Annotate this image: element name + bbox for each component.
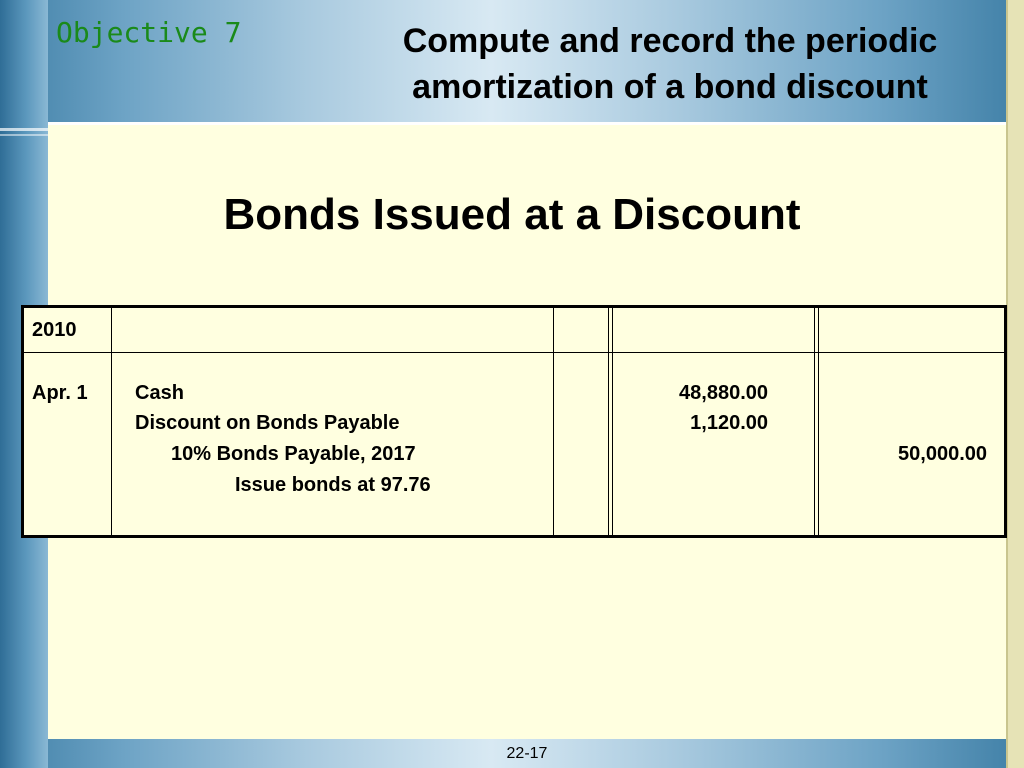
- debit-discount: 1,120.00: [690, 412, 768, 434]
- column-divider: [814, 308, 815, 535]
- column-divider: [612, 308, 613, 535]
- column-divider: [111, 308, 112, 535]
- debit-cash: 48,880.00: [679, 382, 768, 404]
- page-number: 22-17: [506, 745, 548, 762]
- objective-label: Objective 7: [56, 16, 242, 49]
- slide-title-line1: Compute and record the periodic: [402, 22, 938, 60]
- column-divider: [608, 308, 609, 535]
- slide-title: [320, 18, 1020, 110]
- account-bonds-payable: 10% Bonds Payable, 2017: [171, 443, 416, 465]
- account-cash: Cash: [135, 382, 184, 404]
- journal-year: 2010: [32, 319, 77, 341]
- journal-explanation: Issue bonds at 97.76: [235, 474, 431, 496]
- header-row-divider: [24, 352, 1004, 353]
- column-divider: [818, 308, 819, 535]
- journal-entry-table: [21, 305, 1007, 538]
- credit-bonds-payable: 50,000.00: [898, 443, 987, 465]
- journal-date: Apr. 1: [32, 382, 88, 404]
- column-divider: [553, 308, 554, 535]
- slide-subtitle: Bonds Issued at a Discount: [223, 190, 801, 239]
- account-discount: Discount on Bonds Payable: [135, 412, 400, 434]
- right-decorative-strip: [1006, 0, 1024, 768]
- slide-title-line2: amortization of a bond discount: [412, 68, 928, 106]
